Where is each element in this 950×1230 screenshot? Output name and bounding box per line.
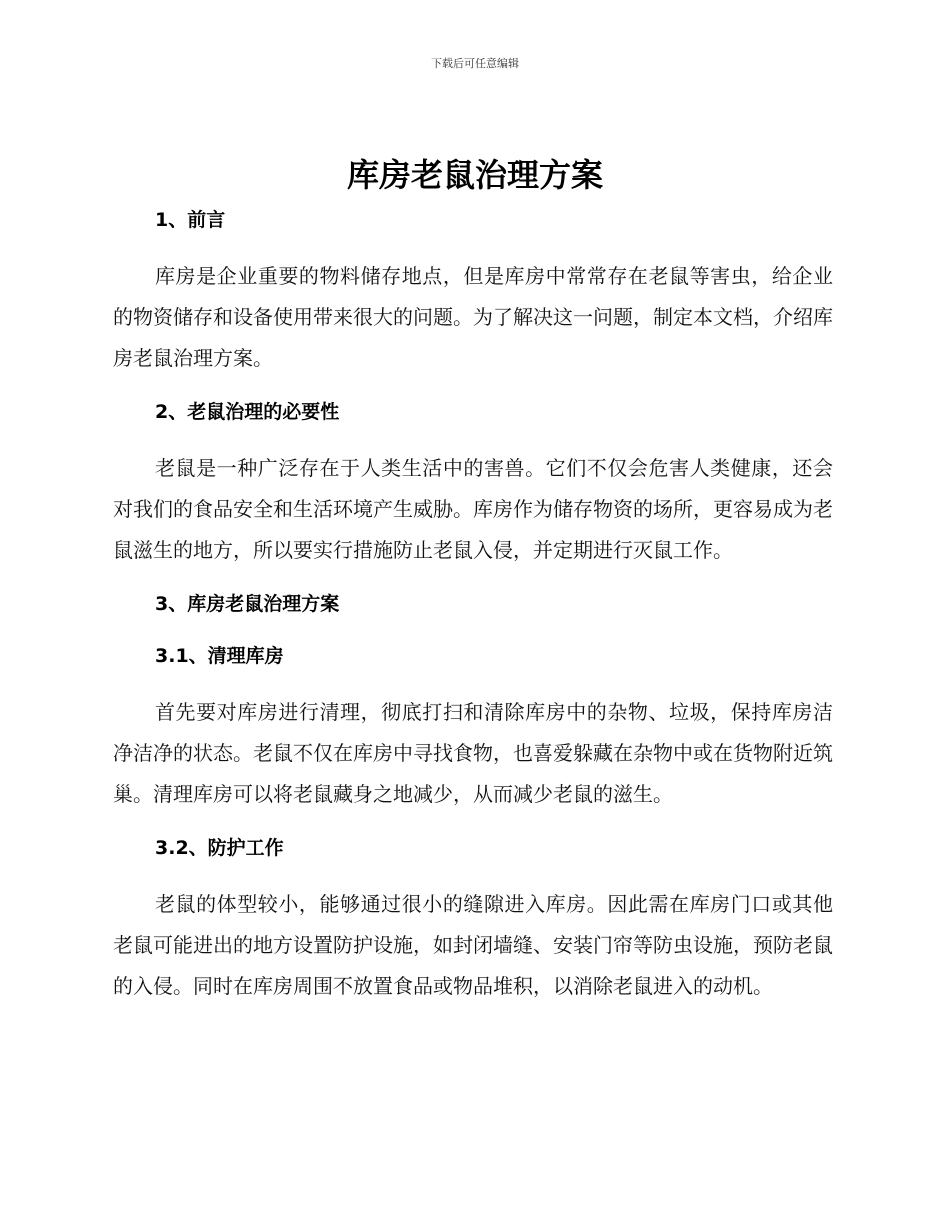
section-heading-necessity: 2、老鼠治理的必要性	[155, 401, 340, 423]
section-paragraph-protection: 老鼠的体型较小，能够通过很小的缝隙进入库房。因此需在库房门口或其他老鼠可能进出的地方设置防护设施，如封闭墙缝、安装门帘等防虫设施，预防老鼠的入侵。同时在库房周围不放置食品或物品堆积，以消除老鼠进入的动机。	[113, 892, 833, 998]
header-note: 下载后可任意编辑	[431, 57, 519, 70]
section-heading-cleanup: 3.1、清理库房	[155, 645, 284, 667]
section-paragraph-necessity: 老鼠是一种广泛存在于人类生活中的害兽。它们不仅会危害人类健康，还会对我们的食品安全和生活环境产生威胁。库房作为储存物资的场所，更容易成为老鼠滋生的地方，所以要实行措施防止老鼠入侵，并定期进行灭鼠工作。	[113, 456, 833, 562]
section-heading-plan: 3、库房老鼠治理方案	[155, 593, 340, 615]
document-title: 库房老鼠治理方案	[346, 156, 603, 194]
section-heading-protection: 3.2、防护工作	[155, 837, 284, 859]
section-heading-preface: 1、前言	[155, 209, 226, 231]
section-paragraph-preface: 库房是企业重要的物料储存地点，但是库房中常常存在老鼠等害虫，给企业的物资储存和设备使用带来很大的问题。为了解决这一问题，制定本文档，介绍库房老鼠治理方案。	[113, 264, 833, 370]
document-body	[113, 201, 833, 1007]
section-paragraph-cleanup: 首先要对库房进行清理，彻底打扫和清除库房中的杂物、垃圾，保持库房洁净洁净的状态。老鼠不仅在库房中寻找食物，也喜爱躲藏在杂物中或在货物附近筑巢。清理库房可以将老鼠藏身之地减少，从而减少老鼠的滋生。	[113, 700, 833, 806]
